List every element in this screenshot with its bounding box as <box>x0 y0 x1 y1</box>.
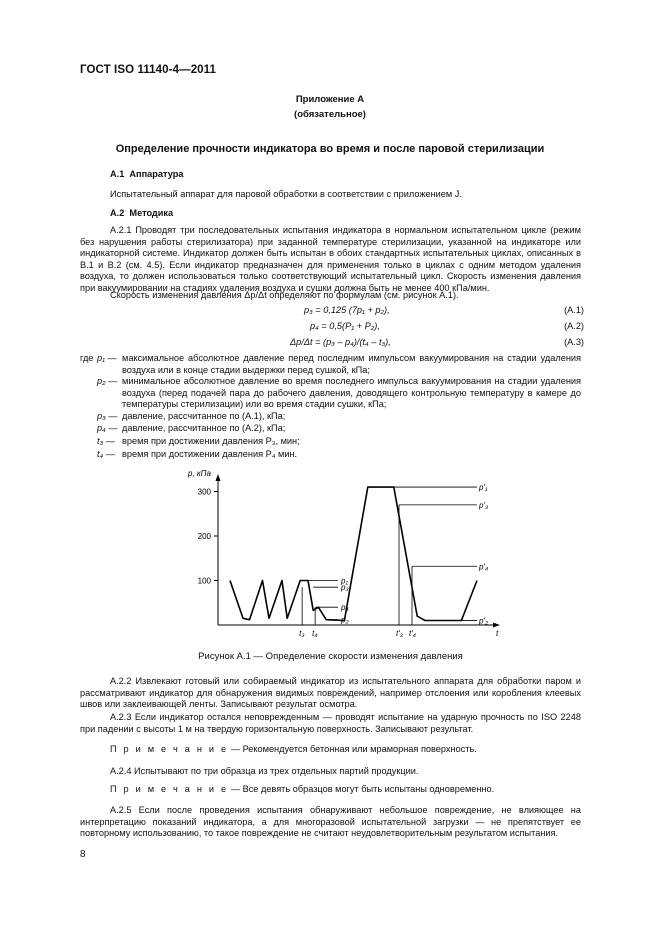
pressure-time-chart <box>170 462 510 647</box>
page-number: 8 <box>80 849 86 860</box>
formula-a2: p₄ = 0,5(P₁ + P₂), <box>310 321 380 331</box>
paragraph-a23: А.2.3 Если индикатор остался неповрежденным — проводят испытание на ударную прочность по ISO 2248 при падении с высоты 1 м на твердую горизонтальную поверхность. Записывают результат. <box>80 712 581 734</box>
def-t4-symbol: t₄ — <box>97 449 115 459</box>
left-level-label-0: p₁ <box>341 576 348 586</box>
x-mark-label-1: t₄ <box>312 629 318 638</box>
y-axis-arrow <box>216 474 221 481</box>
def-p1-text: максимальное абсолютное давление перед последним импульсом вакуумирования на стадии удаления воздуха или в конце стадии выдержки перед сушкой, кПа; <box>122 353 581 375</box>
section-a1-number: А.1 <box>110 169 125 179</box>
x-mark-labels <box>299 629 416 638</box>
annex-title: Приложение А <box>295 94 365 105</box>
def-t4-text: время при достижении давления P₄ мин. <box>122 449 298 459</box>
where-label: где <box>80 353 94 363</box>
annex-type: (обязательное) <box>294 109 366 120</box>
note-1-text: — Рекомендуется бетонная или мраморная поверхность. <box>230 744 477 754</box>
def-t3-text: время при достижении давления P₃, мин; <box>122 436 300 446</box>
x-axis-arrow <box>493 623 500 628</box>
figure-caption: Рисунок А.1 — Определение скорости изменения давления <box>198 651 463 662</box>
paragraph-a22: А.2.2 Извлекают готовый или собираемый индикатор из испытательного аппарата для обработки паром и рассматривают индикатор для обнаружения видимых повреждений, например отслоения или коробления клеевых швов или заклеивающей ленты. Записывают результат осмотра. <box>80 676 581 710</box>
right-level-label-1: p′₃ <box>479 500 489 510</box>
note-2-label: П р и м е ч а н и е <box>110 784 229 794</box>
note-2 <box>110 784 494 794</box>
y-tick-label-200: 200 <box>197 532 211 541</box>
section-a1-heading <box>110 169 183 181</box>
y-axis-label: p, кПа <box>188 469 211 478</box>
note-1-label: П р и м е ч а н и е <box>110 744 229 754</box>
section-a1-title: Аппаратура <box>129 169 184 179</box>
def-p4-text: давление, рассчитанное по (А.2), кПа; <box>122 423 286 433</box>
section-a1-text: Испытательный аппарат для паровой обработки в соответствии с приложением J. <box>110 189 462 199</box>
chart-axes <box>216 474 501 628</box>
main-title: Определение прочности индикатора во время и после паровой стерилизации <box>115 143 545 155</box>
def-p2-symbol: p₂ — <box>97 376 118 386</box>
formula-a3: Δp/Δt = (p₃ – p₄)/(t₄ – t₃), <box>290 337 391 347</box>
paragraph-a24: А.2.4 Испытывают по три образца из трех отдельных партий продукции. <box>110 766 419 776</box>
left-level-label-3: p₂ <box>341 615 349 625</box>
x-mark-label-2: t′₃ <box>396 629 403 638</box>
pressure-series-line <box>230 487 477 620</box>
paragraph-rate: Скорость изменения давления Δp/Δt определяют по формулам (см. рисунок А.1). <box>110 290 459 300</box>
x-mark-label-3: t′₄ <box>409 629 416 638</box>
right-level-label-2: p′₄ <box>479 562 489 572</box>
x-mark-label-0: t₃ <box>299 629 305 638</box>
right-level-label-0: p′₁ <box>479 483 488 493</box>
formula-a3-number: (А.3) <box>564 337 584 347</box>
y-ticks <box>198 488 218 586</box>
left-level-label-2: p₄ <box>341 603 349 613</box>
def-p1-symbol: p₁ — <box>97 353 117 363</box>
document-header: ГОСТ ISO 11140-4—2011 <box>80 64 217 76</box>
def-p2-text: минимальное абсолютное давление во время последнего импульса вакуумирования на стадии удаления воздуха (перед подачей пара до рабочего давления, доводящего контрольную температуру в камере до температуры стерилизации) или во время стадии сушки, кПа; <box>122 376 581 410</box>
formula-a1: p₃ = 0,125 (7p₁ + p₂), <box>304 305 390 315</box>
left-level-label-1: p₃ <box>341 583 349 593</box>
y-tick-label-100: 100 <box>197 576 211 586</box>
right-level-labels <box>478 483 488 626</box>
section-a2-heading <box>110 208 173 220</box>
def-p3-text: давление, рассчитанное по (А.1), кПа; <box>122 411 286 421</box>
formula-a1-number: (А.1) <box>564 305 584 315</box>
paragraph-a21: А.2.1 Проводят три последовательных испытания индикатора в нормальном испытательном цикле (режим без нарушения работы стерилизатора) при заданной температуре стерилизации, указанной на индикаторе или индикаторной системе. Индикатор должен быть испытан в обоих стандартных испытательных циклах, описанных в В.1 и В.2 (см. 4.5). Если индикатор предназначен для применения только в циклах с одним методом удаления воздуха, то должен использоваться только соответствующий испытательный цикл. Скорость изменения давления при вакуумировании на стадиях удаления воздуха и сушки должна быть не менее 400 кПа/мин. <box>80 225 581 293</box>
def-p4-symbol: p₄ — <box>97 423 118 433</box>
paragraph-a25: А.2.5 Если после проведения испытания обнаруживают небольшое повреждение, не влияющее на интерпретацию показаний индикатора, а для многоразовой испытательной загрузки — не препятствует ее повторному использованию, то такое повреждение не считают неудовлетворительным результатом испытания. <box>80 805 581 839</box>
y-tick-label-300: 300 <box>197 487 211 497</box>
note-2-text: — Все девять образцов могут быть испытаны одновременно. <box>230 784 495 794</box>
right-level-label-3: p′₂ <box>479 616 488 626</box>
section-a2-number: А.2 <box>110 208 125 218</box>
section-a2-title: Методика <box>129 208 174 218</box>
guide-lines <box>302 487 477 625</box>
formula-a2-number: (А.2) <box>564 321 584 331</box>
def-t3-symbol: t₃ — <box>97 436 115 446</box>
note-1 <box>110 744 477 754</box>
def-p3-symbol: p₃ — <box>97 411 118 421</box>
x-axis-label: t <box>496 629 499 638</box>
